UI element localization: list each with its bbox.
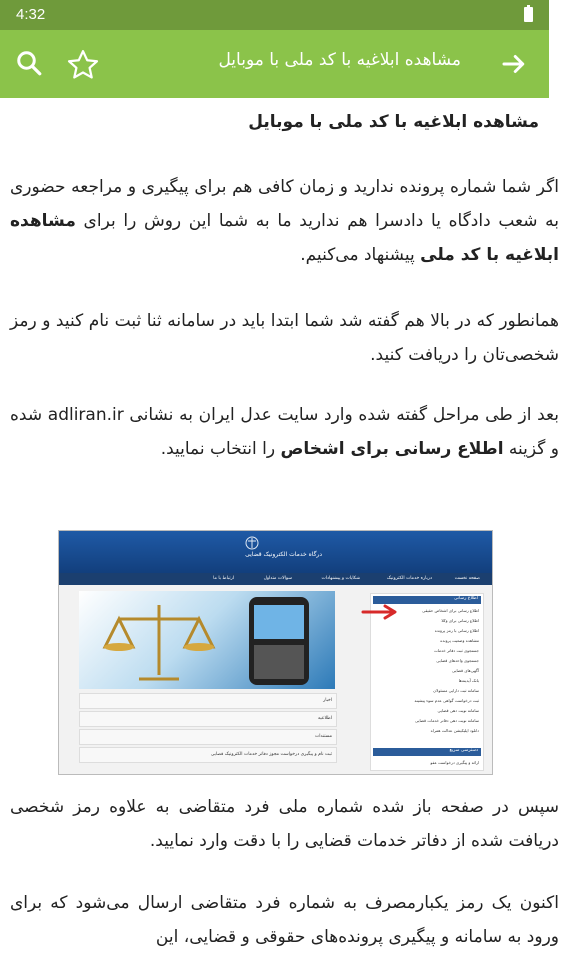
screenshot-nav-item: ارتباط با ما — [213, 576, 234, 581]
paragraph-intro — [0, 170, 569, 272]
screenshot-sidebar-item: ثبت درخواست گواهی عدم سوء پیشینه — [414, 698, 479, 703]
screenshot-sidebar-item: دانلود اپلیکیشن عدالت همراه — [430, 728, 479, 733]
paragraph-register: همانطور که در بالا هم گفته شد شما ابتدا باید در سامانه ثنا ثبت نام کنید و رمز شخصی‌تان را دریافت کنید. — [10, 311, 559, 365]
paragraph-adliran — [0, 398, 569, 466]
screenshot-nav-item: درباره خدمات الکترونیک — [386, 576, 432, 581]
app-bar-title: مشاهده ابلاغیه با کد ملی با موبایل — [218, 50, 461, 70]
scales-of-justice-icon — [99, 599, 219, 685]
battery-icon — [524, 7, 533, 22]
adliran-link[interactable]: adliran.ir — [47, 405, 124, 425]
screenshot-box-label: اطلاعیه — [318, 716, 332, 721]
screenshot-nav-item: شکایات و پیشنهادات — [321, 576, 360, 581]
screenshot-sidebar — [370, 593, 484, 771]
screenshot-nav-item: صفحه نخست — [454, 576, 480, 581]
paragraph-national-code: سپس در صفحه باز شده شماره ملی فرد متقاضی به علاوه رمز شخصی دریافت شده از دفاتر خدمات قضایی را با دقت وارد نمایید. — [10, 797, 559, 851]
paragraph-one-time-code: اکنون یک رمز یکبارمصرف به شماره فرد متقاضی ارسال می‌شود که برای ورود به سامانه و پیگیری پرونده‌های حقوقی و قضایی، این — [10, 893, 559, 947]
screenshot-sidebar-item: ارائه و پیگیری درخواست عفو — [430, 760, 479, 765]
screenshot-box-label: اخبار — [323, 698, 332, 703]
screenshot-nav — [59, 573, 492, 585]
screenshot-sidebar-header-2: دسترسی سریع — [373, 748, 481, 756]
paragraph-intro-text-1: اگر شما شماره پرونده ندارید و زمان کافی هم برای پیگیری و مراجعه حضوری به شعب دادگاه یا دادسرا هم ندارید ما به شما این روش را برای — [10, 177, 559, 231]
paragraph-intro-bold: مشاهده ابلاغیه با کد ملی — [10, 211, 559, 265]
app-bar — [0, 30, 549, 98]
screenshot-banner-title: درگاه خدمات الکترونیک قضایی — [245, 551, 322, 558]
screenshot-box — [79, 711, 337, 727]
screenshot-banner — [59, 531, 492, 573]
screenshot-box — [79, 747, 337, 763]
screenshot-sidebar-item: مشاهده وضعیت پرونده — [440, 638, 479, 643]
judiciary-emblem-icon — [244, 535, 260, 551]
mobile-phone-icon — [239, 595, 319, 687]
screenshot-sidebar-item: سامانه نوبت دهی قضایی — [437, 708, 479, 713]
screenshot-sidebar-item: سامانه نوبت دهی دفاتر خدمات قضایی — [415, 718, 479, 723]
paragraph-adliran-bold: اطلاع رسانی برای اشخاص — [280, 439, 504, 459]
paragraph-adliran-text-2: شده و گزینه — [10, 405, 559, 459]
paragraph-adliran-text-1: بعد از طی مراحل گفته شده وارد سایت عدل ایران به نشانی — [123, 405, 559, 425]
screenshot-sidebar-item: آگهی‌های قضایی — [452, 668, 479, 673]
screenshot-sidebar-item: سامانه ثبت دارایی مسئولان — [433, 688, 479, 693]
screenshot-box — [79, 693, 337, 709]
article-heading: مشاهده ابلاغیه با کد ملی با موبایل — [248, 112, 539, 132]
screenshot-sidebar-item: اطلاع رسانی برای اشخاص حقیقی — [422, 608, 479, 613]
screenshot-nav-item: سوالات متداول — [263, 576, 292, 581]
paragraph-adliran-text-3: را انتخاب نمایید. — [160, 439, 281, 459]
article-content[interactable] — [0, 98, 559, 976]
adliran-website-screenshot — [58, 530, 493, 775]
screenshot-sidebar-item: اطلاع رسانی با رمز پرونده — [434, 628, 479, 633]
status-bar — [0, 0, 549, 30]
screenshot-sidebar-item: جستجوی ثبت دفاتر خدمات — [433, 648, 479, 653]
screenshot-sidebar-item: بانک آیدینه‌ها — [458, 678, 479, 683]
back-arrow-icon[interactable] — [499, 49, 529, 79]
scales-and-phone-image — [79, 591, 335, 689]
favorite-star-icon[interactable] — [64, 47, 102, 83]
red-arrow-icon — [361, 603, 401, 619]
screenshot-box-label: مستندات — [315, 734, 332, 739]
screenshot-box — [79, 729, 337, 745]
screenshot-sidebar-item: جستجوی واحدهای قضایی — [436, 658, 479, 663]
screenshot-sidebar-header: اطلاع رسانی — [373, 596, 481, 604]
paragraph-intro-text-2: پیشنهاد می‌کنیم. — [300, 245, 421, 265]
screenshot-sidebar-item: اطلاع رسانی برای وکلا — [441, 618, 479, 623]
search-icon[interactable] — [14, 48, 44, 78]
screenshot-box-label: ثبت نام و پیگیری درخواست مجوز دفاتر خدمات الکترونیک قضایی — [210, 752, 332, 757]
status-time: 4:32 — [16, 6, 46, 23]
